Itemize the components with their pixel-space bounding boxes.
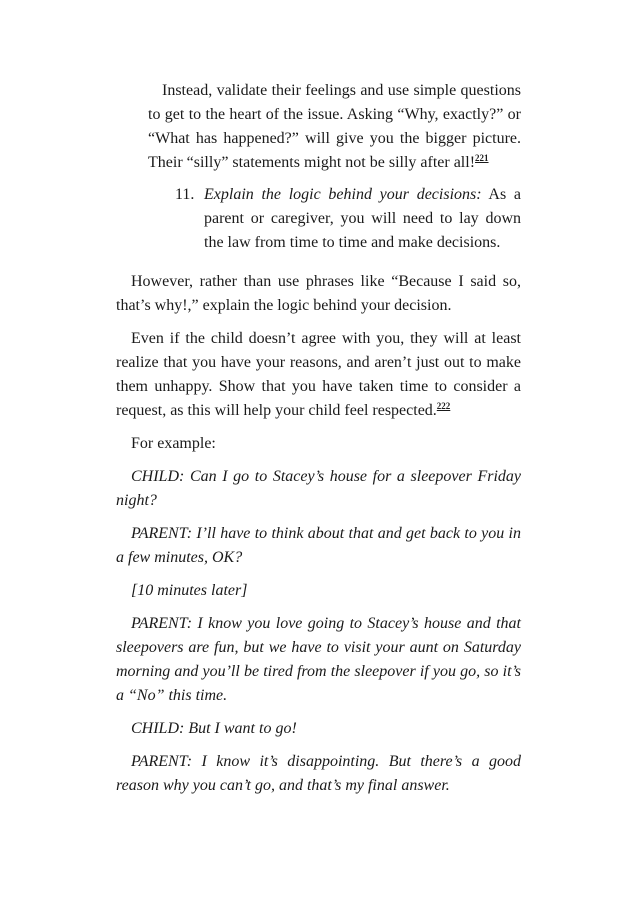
list-item-11: [148, 183, 521, 255]
dialogue-line: [10 minutes later]: [131, 582, 248, 599]
footnote-ref-222[interactable]: 222: [436, 401, 451, 411]
list-item-text: As a parent or caregiver, you will need to lay down the law from time to time and make decisions.: [204, 186, 522, 251]
dialogue-line: PARENT: I know it’s disappointing. But there’s a good reason why you can’t go, and that’s my final answer.: [116, 753, 521, 794]
dialogue-line: PARENT: I know you love going to Stacey’s house and that sleepovers are fun, but we have to visit your aunt on Saturday morning and you’ll be tired from the sleepover if you go, so it’s a “No” this time.: [116, 615, 521, 704]
list-item-body: [204, 183, 521, 255]
dialogue-line: PARENT: I’ll have to think about that and get back to you in a few minutes, OK?: [116, 525, 521, 566]
dialogue-line: CHILD: Can I go to Stacey’s house for a sleepover Friday night?: [116, 468, 521, 509]
even-if-text: Even if the child doesn’t agree with you, they will at least realize that you have your reasons, and aren’t just out to make them unhappy. Show that you have taken time to consider a request, as this will help your child feel respected.: [116, 330, 521, 419]
main-text: [116, 270, 521, 807]
even-if-paragraph: [116, 327, 521, 423]
validate-paragraph: [148, 79, 521, 175]
dialogue-line: CHILD: But I want to go!: [131, 720, 297, 737]
however-paragraph: However, rather than use phrases like “Because I said so, that’s why!,” explain the logic behind your decision.: [116, 273, 521, 314]
for-example-paragraph: For example:: [131, 435, 216, 452]
list-number: 11.: [175, 186, 195, 203]
footnote-ref-221[interactable]: 221: [475, 153, 489, 163]
indented-block: [148, 79, 521, 175]
validate-text: Instead, validate their feelings and use simple questions to get to the heart of the issue. Asking “Why, exactly?” or “What has happened?” will give you the bigger picture. Their “silly” statements might not be silly after all!: [148, 82, 521, 171]
list-item-heading: Explain the logic behind your decisions:: [204, 186, 482, 203]
